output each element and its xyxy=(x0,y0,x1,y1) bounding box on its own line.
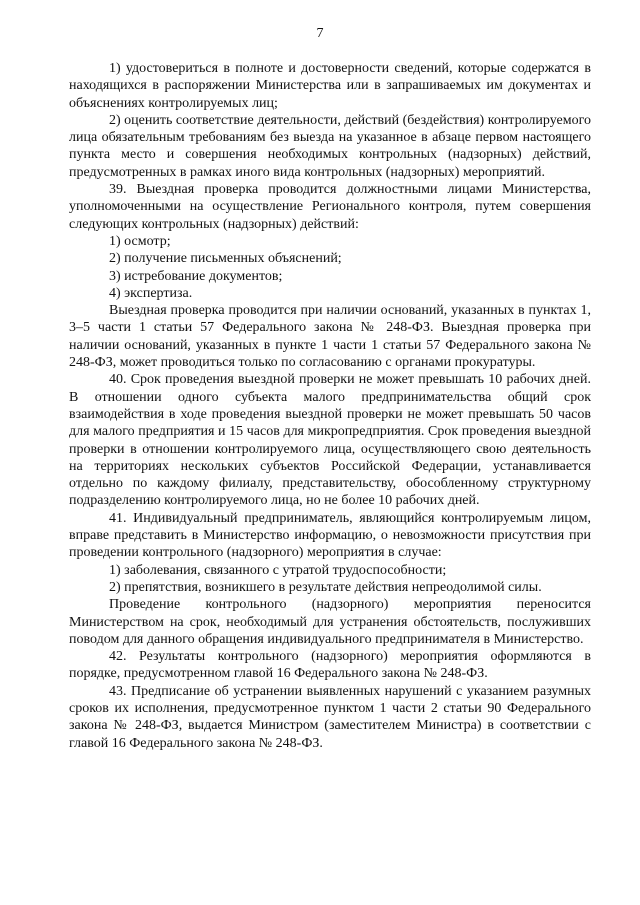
paragraph-43-order: 43. Предписание об устранении выявленных нарушений с указанием разумных сроков их исполнения, предусмотренное пунктом 1 части 2 статьи 90 Федерального закона № 248-ФЗ, выдается Министром (заместителем Министра) в соответствии с главой 16 Федерального закона № 248-ФЗ. xyxy=(69,683,591,751)
paragraph-2-assess-compliance: 2) оценить соответствие деятельности, действий (бездействия) контролируемого лица обязательным требованиям без выезда на указанное в абзаце первом настоящего пункта место и совершения необходимых контрольных (надзорных) действий, предусмотренных в рамках иного вида контрольных (надзорных) мероприятий. xyxy=(69,112,591,180)
paragraph-1-verify-info: 1) удостовериться в полноте и достоверности сведений, которые содержатся в находящихся в распоряжении Министерства или в запрашиваемых им документах и объяснениях контролируемых лиц; xyxy=(69,61,591,111)
paragraph-40-inspection-term: 40. Срок проведения выездной проверки не может превышать 10 рабочих дней. В отношении одного субъекта малого предпринимательства общий срок взаимодействия в ходе проведения выездной проверки не может превышать 50 часов для малого предприятия и 15 часов для микропредприятия. Срок проведения выездной проверки в отношении контролируемого лица, осуществляющего свою деятельность на территориях нескольких субъектов Российской Федерации, устанавливается отдельно по каждому филиалу, представительству, обособленному структурному подразделению контролируемого лица, но не более 10 рабочих дней. xyxy=(69,372,591,509)
document-body xyxy=(69,60,591,752)
list-item-illness: 1) заболевания, связанного с утратой трудоспособности; xyxy=(109,562,447,578)
paragraph-39-onsite-inspection: 39. Выездная проверка проводится должностными лицами Министерства, уполномоченными на осуществление Регионального контроля, путем совершения следующих контрольных (надзорных) действий: xyxy=(69,182,591,232)
page-number: 7 xyxy=(316,26,324,41)
list-item-document-request: 3) истребование документов; xyxy=(109,268,283,284)
paragraph-postponement: Проведение контрольного (надзорного) мероприятия переносится Министерством на срок, необходимый для устранения обстоятельств, послуживших поводом для данного обращения индивидуального предпринимателя в Министерство. xyxy=(69,597,591,647)
list-item-written-explanations: 2) получение письменных объяснений; xyxy=(109,251,342,267)
paragraph-onsite-grounds: Выездная проверка проводится при наличии оснований, указанных в пунктах 1, 3–5 части 1 статьи 57 Федерального закона № 248-ФЗ. Выездная проверка при наличии оснований, указанных в пункте 1 части 1 статьи 57 Федерального закона № 248-ФЗ, может проводиться только по согласованию с органами прокуратуры. xyxy=(69,303,591,371)
paragraph-42-results: 42. Результаты контрольного (надзорного) мероприятия оформляются в порядке, предусмотренном главой 16 Федерального закона № 248-ФЗ. xyxy=(69,649,591,682)
list-item-force-majeure: 2) препятствия, возникшего в результате действия непреодолимой силы. xyxy=(109,579,542,595)
list-item-expertise: 4) экспертиза. xyxy=(109,285,193,301)
paragraph-41-entrepreneur-absence: 41. Индивидуальный предприниматель, являющийся контролируемым лицом, вправе представить в Министерство информацию, о невозможности присутствия при проведении контрольного (надзорного) мероприятия в случае: xyxy=(69,510,591,561)
list-item-inspection: 1) осмотр; xyxy=(109,233,171,249)
